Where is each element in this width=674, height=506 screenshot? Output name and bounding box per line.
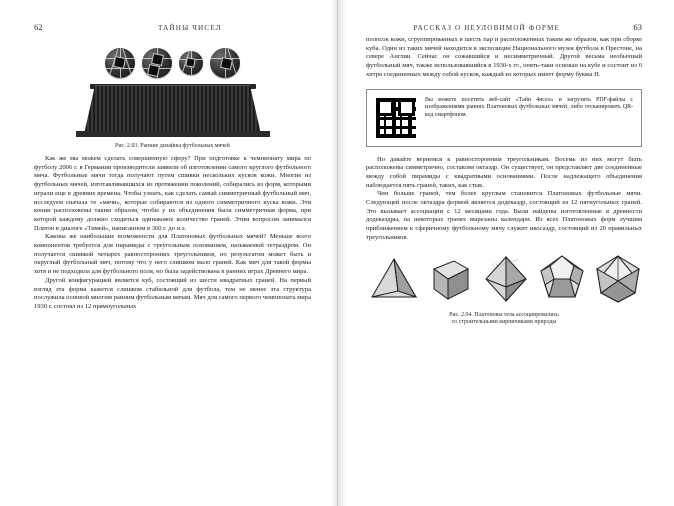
right-body-text-top — [366, 36, 642, 80]
qr-callout-text: Вы можете посетить веб-сайт «Тайн 4исел» и загрузить PDF-файлы с изображениями ранних Платоновых футбольных мячей, либо отсканировать QR-код смартфоном. — [425, 96, 633, 119]
folio-right: 63 — [633, 22, 642, 32]
soccer-ball-icon — [105, 48, 135, 78]
paragraph: полосок кожи, сгруппированных в шесть пар и расположенных таким же образом, как при сборке куба. Один из таких мячей находится в экспозиции Национального музея футбола в Престоне, на севере Англии. Сейчас он сожавшийся и несимметричный. Другой весьма необычный футбольный мяч, также использовавшийся в 1930-х гг., опять-таки основан на кубе и состоит из 6 хитро соединенных между собой кусков, каждый из которых имеет форму буквы Н. — [366, 36, 642, 78]
figure-2-04-caption-line1: Рис. 2.04. Платоновы тела ассоциировались — [449, 311, 559, 318]
paragraph: Каковы же наибольшие возможности для Платоновых футбольных мячей? Меньше всего компонентов требуется для пирамиды с треугольным основанием, называемой тетраэдром. Он получается сшивкой четырех равносторонних треугольников, но результатом может быть и округлый футбольный мяч, потому что у него слишком мало граней. Как мяч для такой формы хотя и не подходила для футбольного поля, но была задействована в ранних играх Древнего мира. — [34, 233, 311, 276]
running-title-left: ТАЙНЫ ЧИСЕЛ — [157, 24, 222, 32]
running-head-right — [366, 22, 642, 36]
figure-watermark: Платон — [491, 255, 521, 271]
dodecahedron-icon — [536, 253, 588, 305]
pedestal-base — [76, 131, 270, 137]
soccer-balls-group — [75, 48, 271, 78]
figure-2-03-artwork — [75, 46, 271, 138]
figure-2-04-caption — [366, 312, 642, 327]
figure-2-03-caption: Рис. 2.03. Ранние дизайны футбольных мячей — [115, 143, 230, 149]
pedestal-icon — [85, 85, 261, 132]
cube-icon — [424, 253, 476, 305]
octahedron-icon — [480, 253, 532, 305]
paragraph: Но давайте вернемся к равносторонним треугольникам. Восемь из них могут быть расположены симметрично, составляя октаэдр. Он существует, он представляет две соединенные между собой пирамиды с квадратными основаниями. После надлежащего объединения наблюдается пять граней, таких, как стык. — [366, 155, 642, 189]
icosahedron-icon — [592, 253, 644, 305]
paragraph: Чем больше граней, тем более круглым становится Платоновых футбольные мячи. Следующей после октаэдра формой является додекаэдр, состоящий из 12 пятиугольных граней. Это вызывает ассоциации с 12 месяцами года. Были найдены изготовленные в древности додекаэдры, на некоторых гранях вырезаны календари. Из всех Платоновых форм лучшим приближением к сферичному футбольному мячу служит икосаэдр, состоящий из 20 правильных треугольников. — [366, 190, 642, 241]
platonic-solids-group — [366, 253, 642, 305]
qr-callout[interactable] — [366, 89, 642, 147]
soccer-ball-icon — [179, 51, 203, 75]
paragraph: Другой конфигурацией является куб, состоящий из шести квадратных граней. На первый взгляд эта форма кажется слишком стабильной для футбола, тем не менее эта структура послужила основой многим ранним футбольным мячам. Мяч для самого первого чемпионата мира 1930 г. состоял из 12 прямоугольных — [34, 276, 311, 310]
soccer-ball-icon — [210, 48, 240, 78]
figure-2-03 — [34, 46, 311, 149]
paragraph: Как же мы можем сделать совершенную сферу? При подготовке к чемпионату мира по футболу 2006 г. в Германии производители заявили об изготовлении самого круглого футбольного мяча. Футбольные мячи тогда получают путем сшивки нескольких кусков кожи. Многие из футбольных мячей, изготавливавшихся из протяжении поколений, собирались из форм, которыми играли еще в древние времена. Чтобы узнать, как сделать самый симметричный футбольный мяч, исследуем сначала те «мячи», которые собираются из одного симметричного куска кожи. Эти копии расположены таким образом, чтобы у их объединения была симметричная форма, при которой каждому должно сходиться одинаковое количество граней. Этим вопросом занимался Платон в диалоге «Тимей», написанном в 360 г. до н.э. — [34, 155, 311, 232]
left-body-text — [34, 155, 311, 312]
soccer-ball-icon — [142, 48, 172, 78]
running-head-left — [34, 22, 311, 36]
right-page — [337, 0, 674, 506]
running-title-right: РАССКАЗ О НЕУЛОВИМОЙ ФОРМЕ — [413, 24, 560, 32]
qr-code-icon[interactable] — [375, 97, 417, 139]
figure-2-04-caption-line2: со строительными кирпичиками природы — [451, 319, 557, 326]
folio-left: 62 — [34, 22, 43, 32]
tetrahedron-icon — [368, 253, 420, 305]
right-body-text-bottom — [366, 156, 642, 243]
figure-2-04 — [366, 253, 642, 327]
